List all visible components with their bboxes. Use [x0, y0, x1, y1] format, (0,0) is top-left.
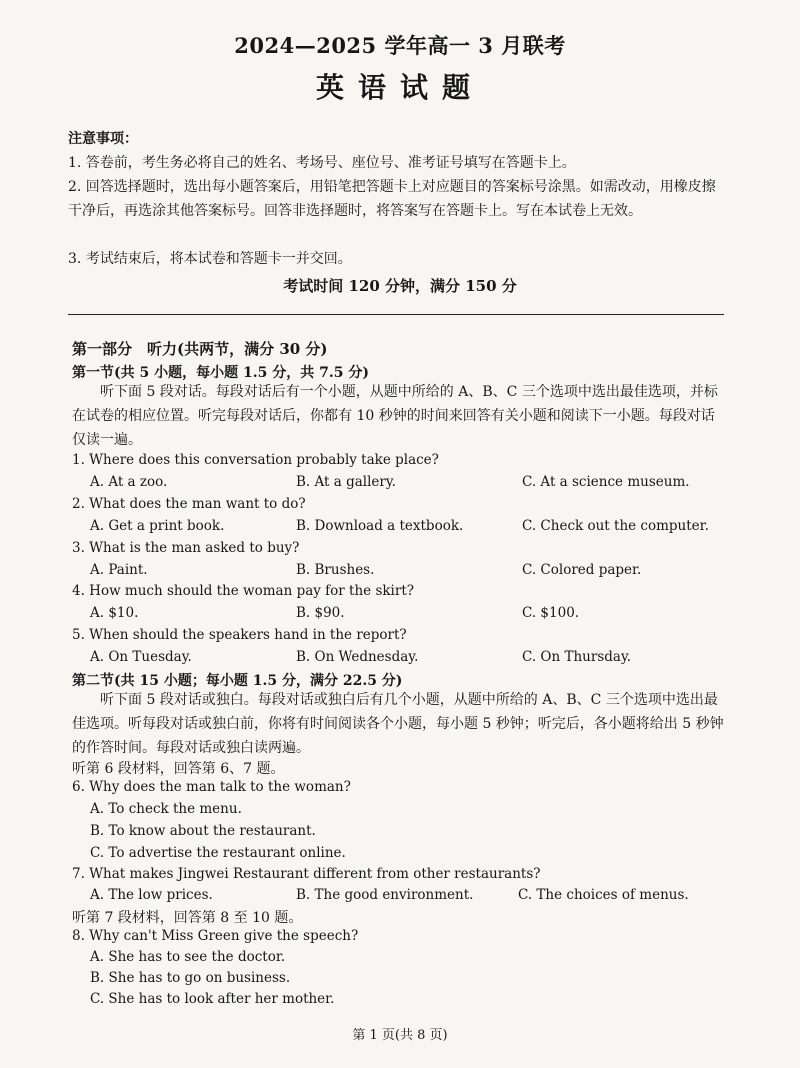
q8-option-b: B. She has to go on business.: [90, 970, 291, 986]
q7-option-a: A. The low prices.: [90, 887, 213, 903]
q1-option-c: C. At a science museum.: [522, 474, 690, 490]
q6-option-a: A. To check the menu.: [90, 801, 242, 817]
notice-heading: 注意事项：: [68, 131, 138, 147]
q5-option-b: B. On Wednesday.: [296, 649, 419, 665]
page-number: 第 1 页(共 8 页): [352, 1028, 448, 1043]
q3-option-c: C. Colored paper.: [522, 562, 642, 578]
q7-option-b: B. The good environment.: [296, 887, 474, 903]
q2-option-a: A. Get a print book.: [90, 518, 225, 534]
q4-option-a: A. $10.: [90, 605, 139, 621]
q4-option-b: B. $90.: [296, 605, 345, 621]
section2-instructions: 听下面 5 段对话或独白。每段对话或独白后有几个小题，从题中所给的 A、B、C 三个选项中选出最佳选项。听每段对话或独白前，你将有时间阅读各个小题，每小题 5 秒钟；听完后，各小题将给出 5 秒钟的作答时间。每段对话或独白读两遍。: [72, 692, 724, 756]
section2-heading: 第二节(共 15 小题；每小题 1.5 分，满分 22.5 分): [72, 673, 403, 689]
exam-time-info: 考试时间 120 分钟，满分 150 分: [283, 277, 517, 295]
question-1: 1. Where does this conversation probably take place?: [72, 452, 439, 468]
material-7-note: 听第 7 段材料，回答第 8 至 10 题。: [72, 910, 303, 926]
q1-option-a: A. At a zoo.: [90, 474, 168, 490]
q5-option-a: A. On Tuesday.: [90, 649, 192, 665]
question-4: 4. How much should the woman pay for the skirt?: [72, 583, 414, 599]
q8-option-a: A. She has to see the doctor.: [90, 949, 286, 965]
notice-item-1: 1. 答卷前，考生务必将自己的姓名、考场号、座位号、准考证号填写在答题卡上。: [68, 155, 576, 171]
q6-option-b: B. To know about the restaurant.: [90, 823, 316, 839]
q6-option-c: C. To advertise the restaurant online.: [90, 845, 346, 861]
material-6-note: 听第 6 段材料，回答第 6、7 题。: [72, 761, 285, 777]
exam-title: 2024—2025 学年高一 3 月联考: [234, 33, 566, 58]
q1-option-b: B. At a gallery.: [296, 474, 396, 490]
notice-item-3: 3. 考试结束后，将本试卷和答题卡一并交回。: [68, 251, 352, 267]
divider: [68, 314, 724, 315]
section1-heading: 第一节(共 5 小题，每小题 1.5 分，共 7.5 分): [72, 365, 369, 381]
q8-option-c: C. She has to look after her mother.: [90, 991, 335, 1007]
question-7: 7. What makes Jingwei Restaurant different from other restaurants?: [72, 866, 541, 882]
notice-item-2: 2. 回答选择题时，选出每小题答案后，用铅笔把答题卡上对应题目的答案标号涂黑。如需改动，用橡皮擦干净后，再选涂其他答案标号。回答非选择题时，将答案写在答题卡上。写在本试卷上无效。: [68, 179, 716, 219]
section1-instructions: 听下面 5 段对话。每段对话后有一个小题，从题中所给的 A、B、C 三个选项中选出最佳选项，并标在试卷的相应位置。听完每段对话后，你都有 10 秒钟的时间来回答有关小题和阅读下一小题。每段对话仅读一遍。: [72, 384, 718, 448]
q4-option-c: C. $100.: [522, 605, 580, 621]
part1-heading: 第一部分 听力(共两节，满分 30 分): [72, 340, 328, 358]
q3-option-a: A. Paint.: [90, 562, 148, 578]
q5-option-c: C. On Thursday.: [522, 649, 632, 665]
question-8: 8. Why can't Miss Green give the speech?: [72, 928, 359, 944]
q2-option-b: B. Download a textbook.: [296, 518, 464, 534]
q2-option-c: C. Check out the computer.: [522, 518, 709, 534]
q3-option-b: B. Brushes.: [296, 562, 375, 578]
q7-option-c: C. The choices of menus.: [518, 887, 689, 903]
question-2: 2. What does the man want to do?: [72, 496, 306, 512]
question-6: 6. Why does the man talk to the woman?: [72, 779, 351, 795]
question-3: 3. What is the man asked to buy?: [72, 540, 300, 556]
question-5: 5. When should the speakers hand in the report?: [72, 627, 407, 643]
subject-title: 英语试题: [315, 71, 484, 104]
